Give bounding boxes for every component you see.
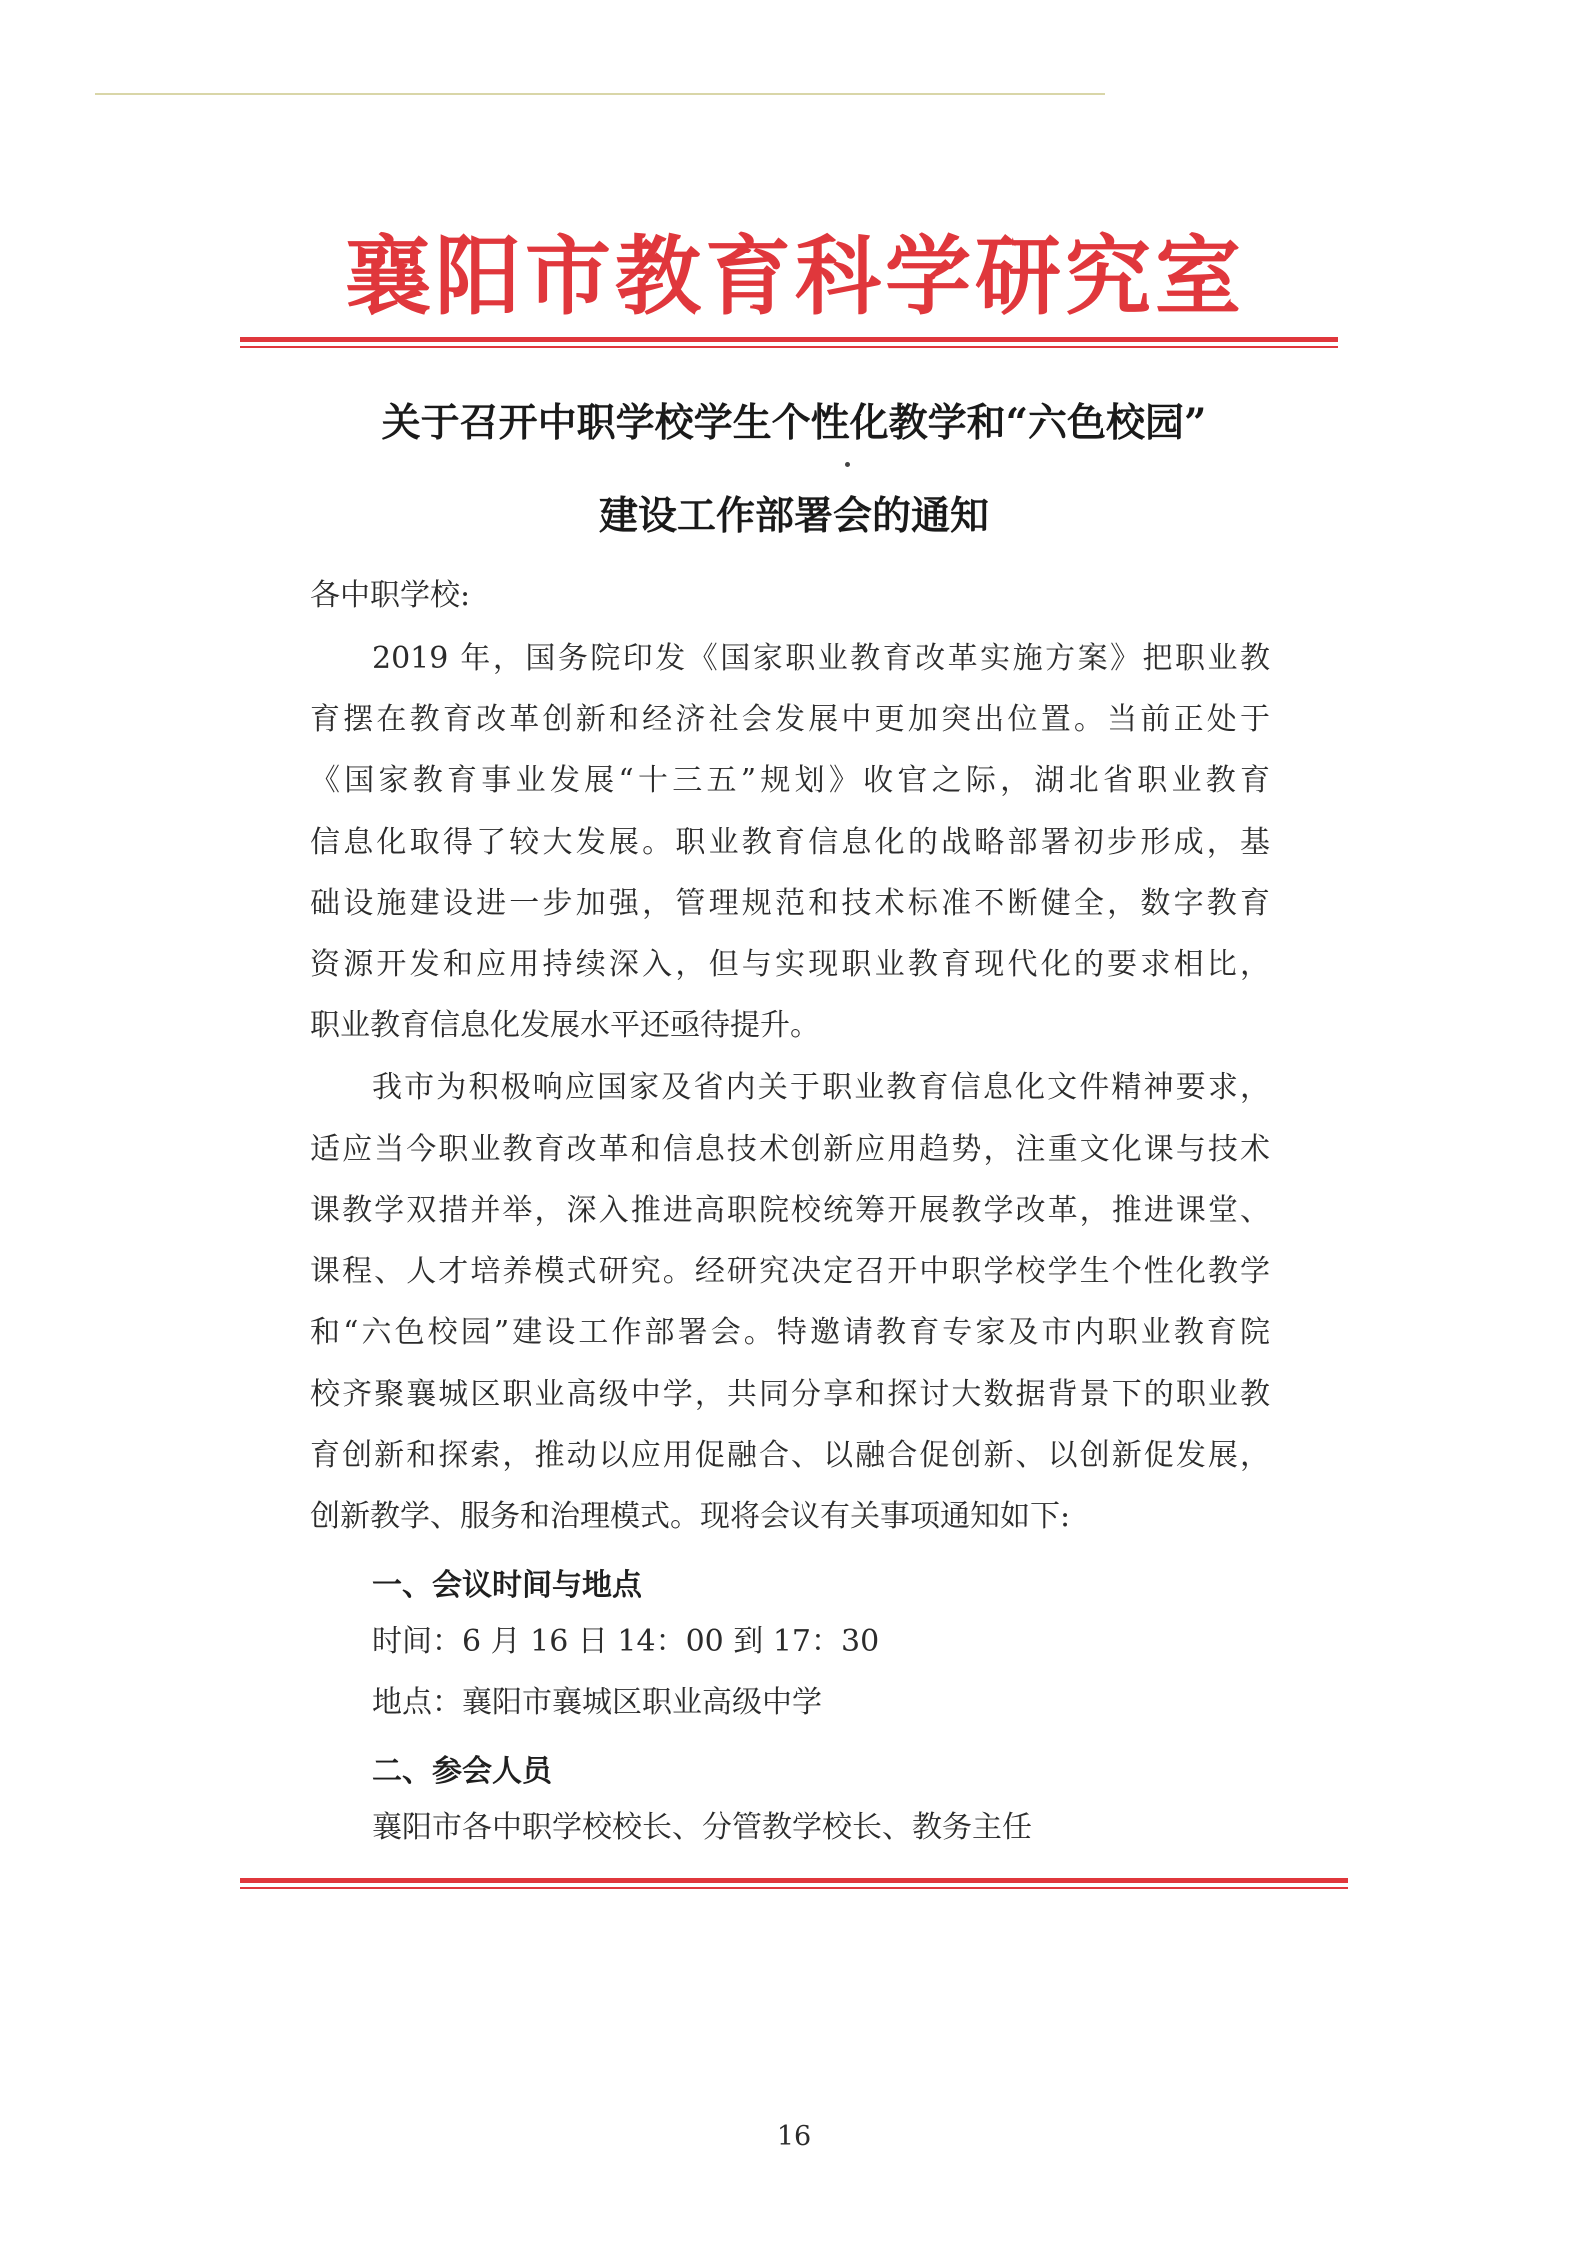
paragraph-1-line: 职业教育信息化发展水平还亟待提升。 [310, 1008, 820, 1043]
letterhead-rule-thick [240, 337, 1338, 342]
paragraph-2-line: 校齐聚襄城区职业高级中学，共同分享和探讨大数据背景下的职业教 [310, 1377, 1270, 1412]
section-heading-attendees: 二、参会人员 [372, 1754, 552, 1789]
footer-rule-thin [240, 1887, 1348, 1889]
meeting-time: 时间：6 月 16 日 14：00 到 17：30 [372, 1624, 880, 1659]
paragraph-1-line: 信息化取得了较大发展。职业教育信息化的战略部署初步形成，基 [310, 825, 1270, 860]
title-dot-mark [845, 462, 850, 467]
notice-title-line-1: 关于召开中职学校学生个性化教学和“六色校园” [381, 400, 1207, 446]
paragraph-1-line: 《国家教育事业发展“十三五”规划》收官之际，湖北省职业教育 [310, 763, 1270, 798]
scan-edge-line [95, 93, 1105, 95]
paragraph-2-line: 创新教学、服务和治理模式。现将会议有关事项通知如下: [310, 1499, 1071, 1534]
footer-rule-thick [240, 1878, 1348, 1883]
paragraph-1-line: 资源开发和应用持续深入，但与实现职业教育现代化的要求相比， [310, 947, 1270, 982]
page-number: 16 [776, 2121, 812, 2152]
attendees-list: 襄阳市各中职学校校长、分管教学校长、教务主任 [372, 1810, 1032, 1845]
paragraph-1-line: 2019 年，国务院印发《国家职业教育改革实施方案》把职业教 [372, 641, 1270, 676]
meeting-place: 地点：襄阳市襄城区职业高级中学 [372, 1685, 822, 1720]
paragraph-2-line: 我市为积极响应国家及省内关于职业教育信息化文件精神要求， [372, 1070, 1270, 1105]
paragraph-2-line: 育创新和探索，推动以应用促融合、以融合促创新、以创新促发展， [310, 1438, 1270, 1473]
paragraph-2-line: 和“六色校园”建设工作部署会。特邀请教育专家及市内职业教育院 [310, 1315, 1270, 1350]
section-heading-meeting-time-place: 一、会议时间与地点 [372, 1568, 642, 1603]
paragraph-1-line: 育摆在教育改革创新和经济社会发展中更加突出位置。当前正处于 [310, 702, 1270, 737]
letterhead-title: 襄阳市教育科学研究室 [345, 226, 1245, 327]
paragraph-2-line: 课教学双措并举，深入推进高职院校统筹开展教学改革，推进课堂、 [310, 1193, 1270, 1228]
notice-title-line-2: 建设工作部署会的通知 [598, 493, 989, 539]
paragraph-2-line: 适应当今职业教育改革和信息技术创新应用趋势，注重文化课与技术 [310, 1132, 1270, 1167]
paragraph-1-line: 础设施建设进一步加强，管理规范和技术标准不断健全，数字教育 [310, 886, 1270, 921]
salutation: 各中职学校: [310, 578, 471, 613]
paragraph-2-line: 课程、人才培养模式研究。经研究决定召开中职学校学生个性化教学 [310, 1254, 1270, 1289]
letterhead-rule-thin [240, 346, 1338, 348]
